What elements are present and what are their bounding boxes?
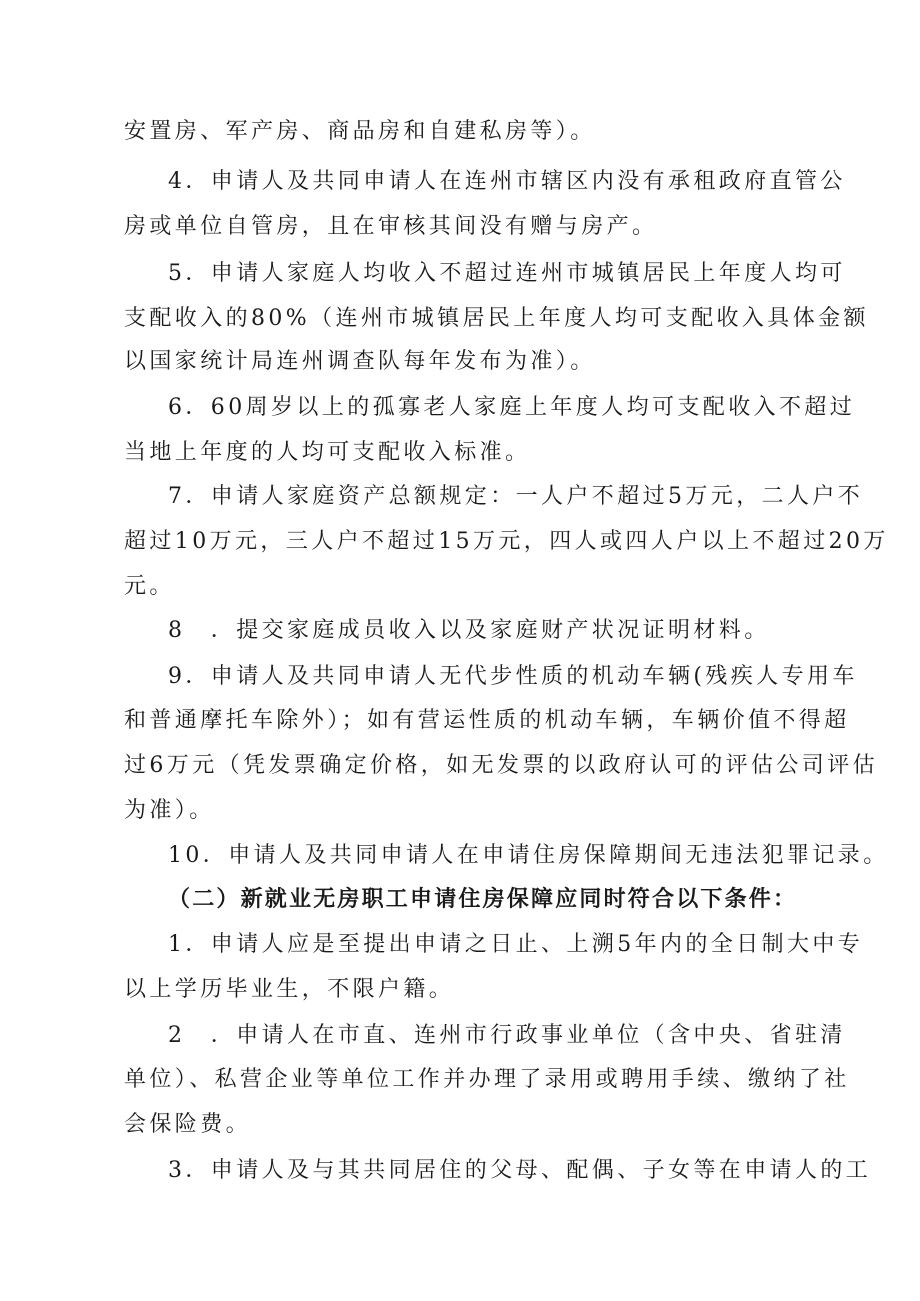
section-heading: （二）新就业无房职工申请住房保障应同时符合以下条件： xyxy=(168,887,798,912)
text-line: 安置房、军产房、商品房和自建私房等）。 xyxy=(124,119,596,144)
text-line: 房或单位自管房，且在审核其间没有赠与房产。 xyxy=(124,214,658,239)
text-line: 以国家统计局连州调查队每年发布为准）。 xyxy=(124,349,596,374)
text-line: 元。 xyxy=(124,574,175,599)
text-line: 会保险费。 xyxy=(124,1112,252,1137)
list-item-1: 1．申请人应是至提出申请之日止、上溯5年内的全日制大中专 xyxy=(168,932,864,957)
list-item-10: 10．申请人及共同申请人在申请住房保障期间无违法犯罪记录。 xyxy=(168,843,889,868)
text-line: 单位）、私营企业等单位工作并办理了录用或聘用手续、缴纳了社 xyxy=(124,1067,850,1092)
list-item-8: 8 ．提交家庭成员收入以及家庭财产状况证明材料。 xyxy=(168,618,770,643)
text-line: 和普通摩托车除外）；如有营运性质的机动车辆，车辆价值不得超 xyxy=(124,708,850,733)
list-item-6: 6．60周岁以上的孤寡老人家庭上年度人均可支配收入不超过 xyxy=(168,395,856,420)
text-line: 当地上年度的人均可支配收入标准。 xyxy=(124,440,531,465)
list-item-3: 3．申请人及与其共同居住的父母、配偶、子女等在申请人的工 xyxy=(168,1158,872,1183)
list-item-9: 9．申请人及共同申请人无代步性质的机动车辆(残疾人专用车 xyxy=(168,664,858,689)
list-item-7: 7．申请人家庭资产总额规定：一人户不超过5万元，二人户不 xyxy=(168,484,864,509)
list-item-4: 4．申请人及共同申请人在连州市辖区内没有承租政府直管公 xyxy=(168,169,846,194)
text-line: 为准）。 xyxy=(124,798,215,823)
text-line: 超过10万元，三人户不超过15万元，四人或四人户以上不超过20万 xyxy=(124,529,889,554)
text-line: 以上学历毕业生，不限户籍。 xyxy=(124,977,455,1002)
text-line: 过6万元（凭发票确定价格，如无发票的以政府认可的评估公司评估 xyxy=(124,753,878,778)
list-item-2: 2 ．申请人在市直、连州市行政事业单位（含中央、省驻清 xyxy=(168,1023,846,1048)
list-item-5: 5．申请人家庭人均收入不超过连州市城镇居民上年度人均可 xyxy=(168,261,846,286)
text-line: 支配收入的80%（连州市城镇居民上年度人均可支配收入具体金额 xyxy=(124,306,869,331)
